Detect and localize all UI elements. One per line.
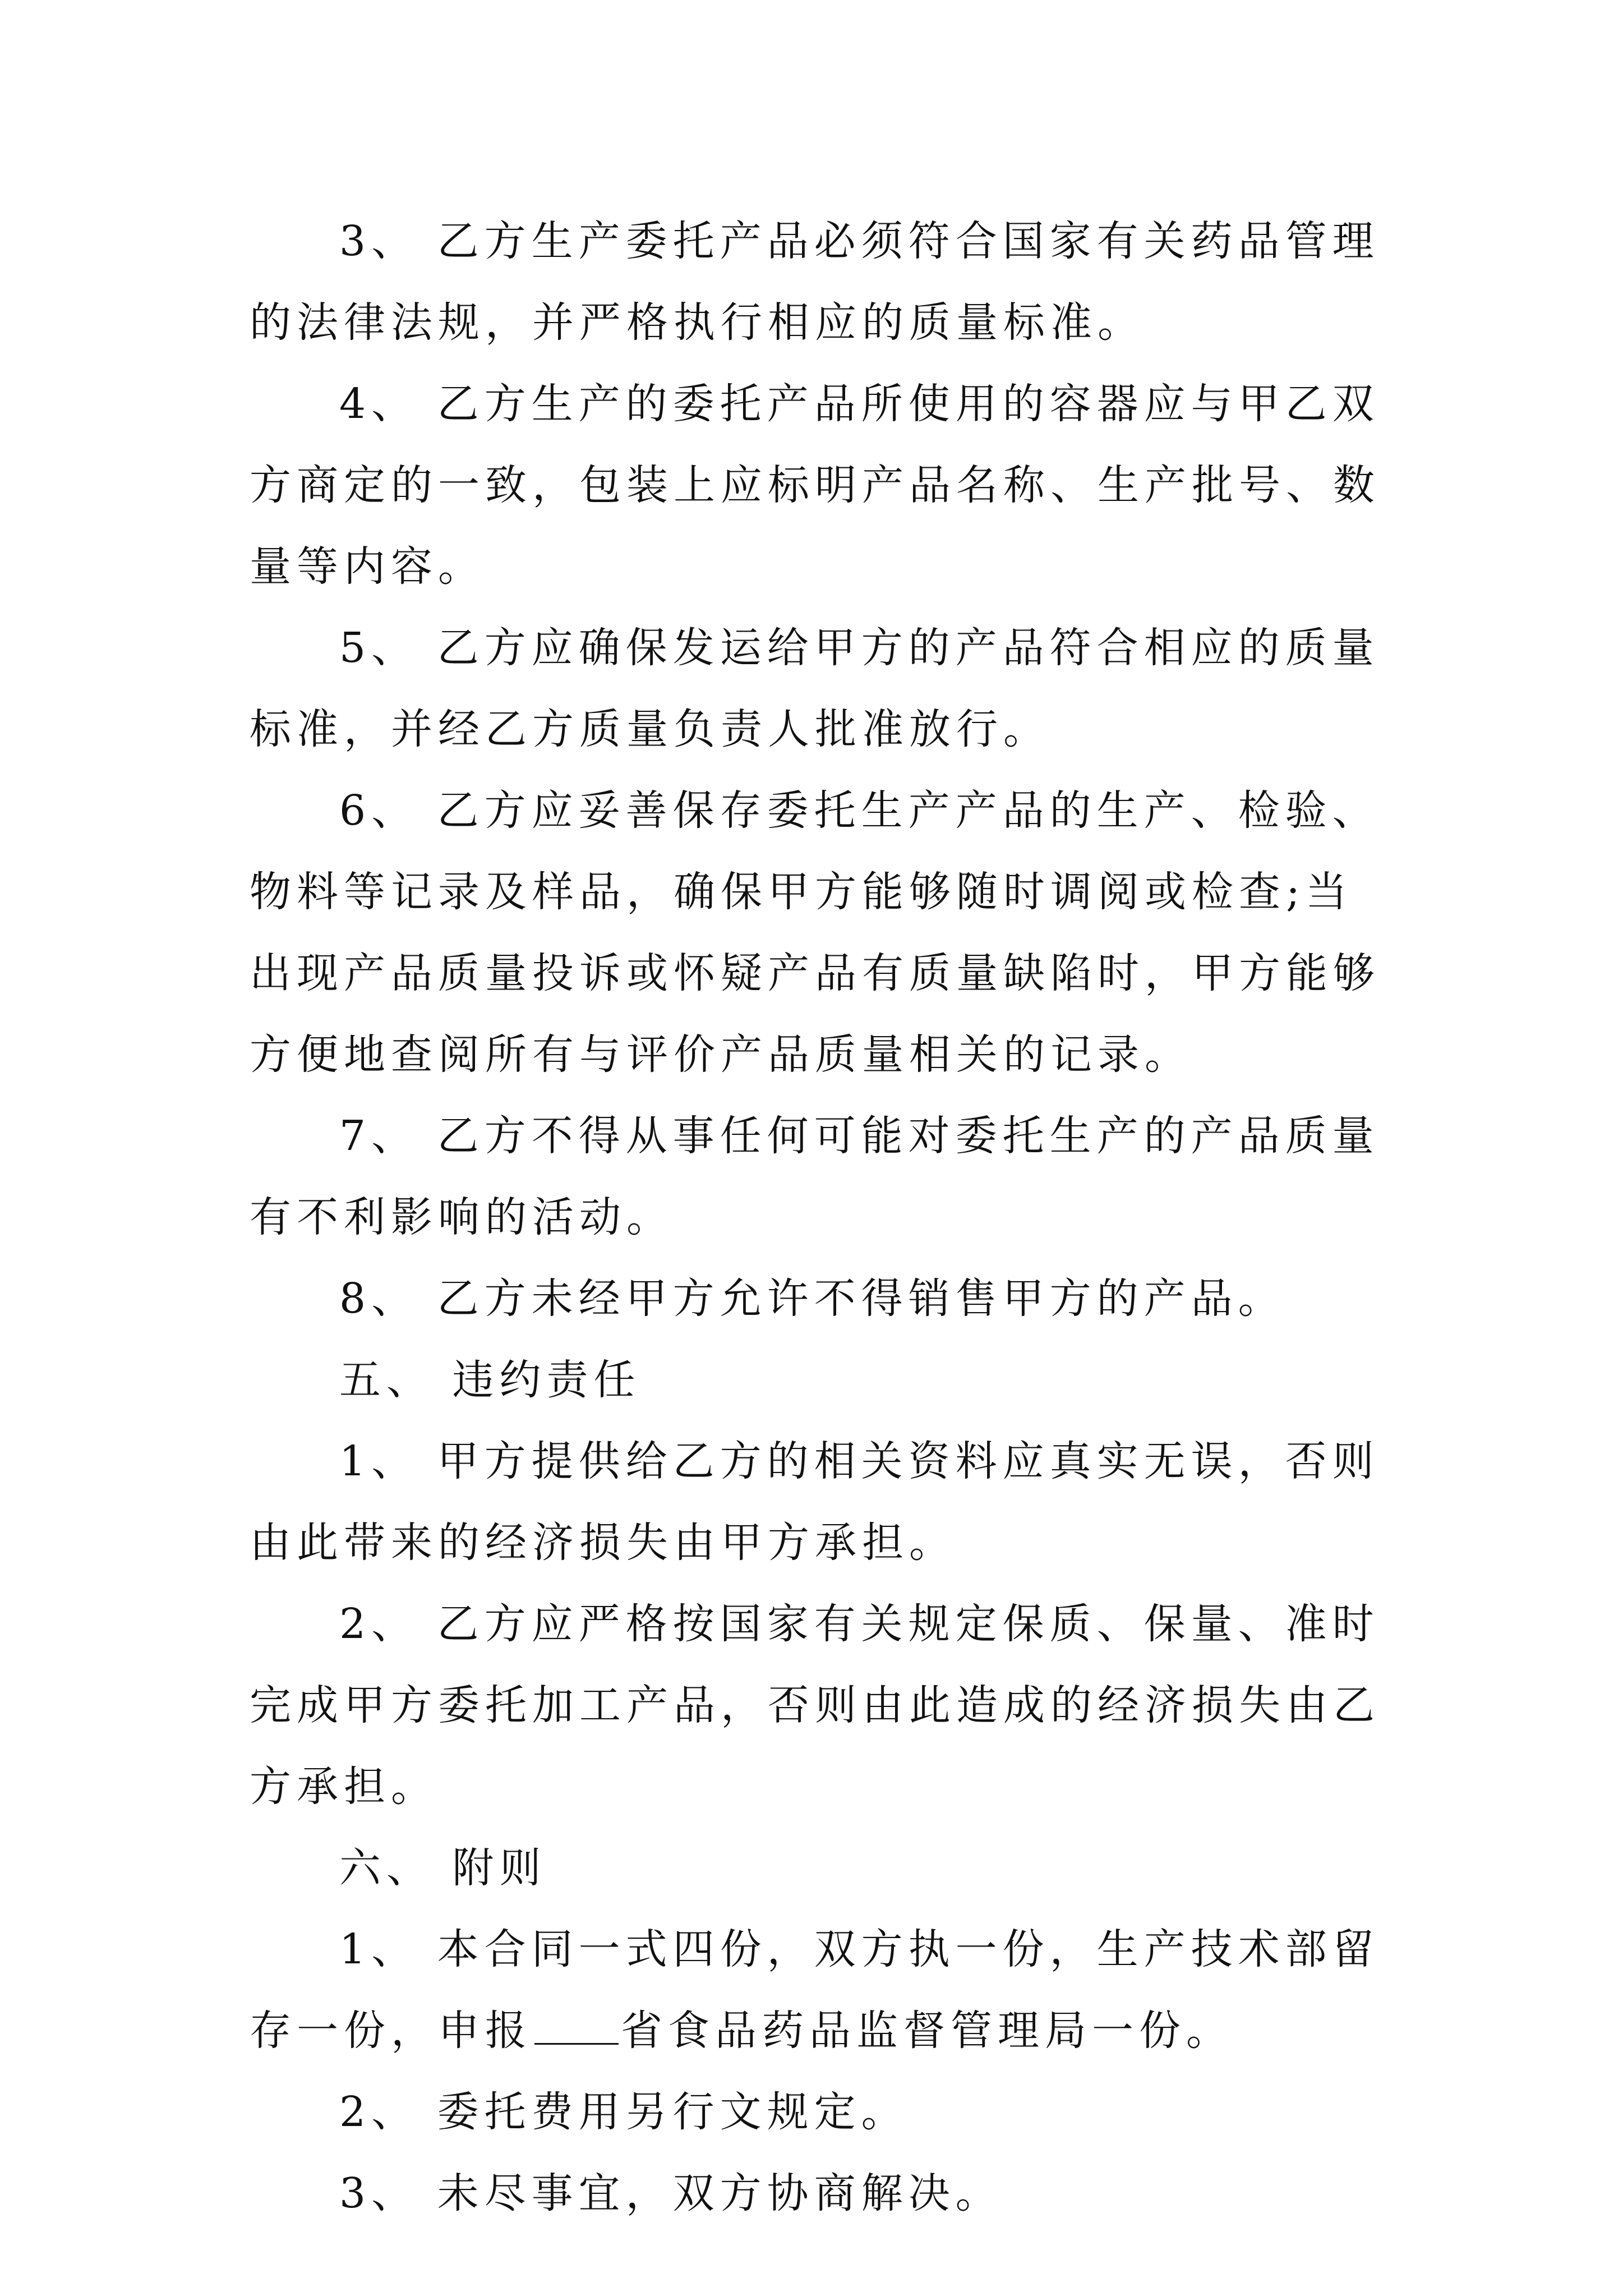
paragraph-6-3: 3、 未尽事宜，双方协商解决。 bbox=[339, 2169, 1003, 2217]
paragraph-5-1: 1、 甲方提供给乙方的相关资料应真实无误，否则由此带来的经济损失由甲方承担。 bbox=[250, 1437, 1380, 1567]
section-heading-breach-liability: 五、 违约责任 bbox=[339, 1356, 641, 1404]
paragraph-4-8: 8、 乙方未经甲方允许不得销售甲方的产品。 bbox=[339, 1274, 1285, 1323]
province-blank-field bbox=[534, 1998, 619, 2045]
paragraph-4-4: 4、 乙方生产的委托产品所使用的容器应与甲乙双方商定的一致，包装上应标明产品名称、生产批号、数量等内容。 bbox=[250, 380, 1380, 591]
paragraph-4-6: 6、 乙方应妥善保存委托生产产品的生产、检验、物料等记录及样品，确保甲方能够随时调阅或检查;当出现产品质量投诉或怀疑产品有质量缺陷时，甲方能够方便地查阅所有与评价产品质量相关的记录。 bbox=[250, 786, 1380, 1079]
paragraph-6-1-start: 1、 本合同一式四份，双方执一份，生产技术部留存一份，申报 bbox=[250, 1925, 1380, 2055]
paragraph-5-2: 2、 乙方应严格按国家有关规定保质、保量、准时完成甲方委托加工产品，否则由此造成的经济损失由乙方承担。 bbox=[250, 1600, 1380, 1811]
paragraph-4-7: 7、 乙方不得从事任何可能对委托生产的产品质量有不利影响的活动。 bbox=[250, 1112, 1380, 1241]
document-body bbox=[250, 201, 1399, 2234]
paragraph-6-1-end: 省食品药品监督管理局一份。 bbox=[621, 2007, 1233, 2055]
paragraph-6-2: 2、 委托费用另行文规定。 bbox=[339, 2088, 909, 2136]
section-heading-supplementary-provisions: 六、 附则 bbox=[339, 1844, 547, 1892]
paragraph-6-1 bbox=[250, 1909, 1399, 2072]
paragraph-4-5: 5、 乙方应确保发运给甲方的产品符合相应的质量标准，并经乙方质量负责人批准放行。 bbox=[250, 624, 1380, 753]
paragraph-4-3: 3、 乙方生产委托产品必须符合国家有关药品管理的法律法规，并严格执行相应的质量标准。 bbox=[250, 217, 1380, 347]
